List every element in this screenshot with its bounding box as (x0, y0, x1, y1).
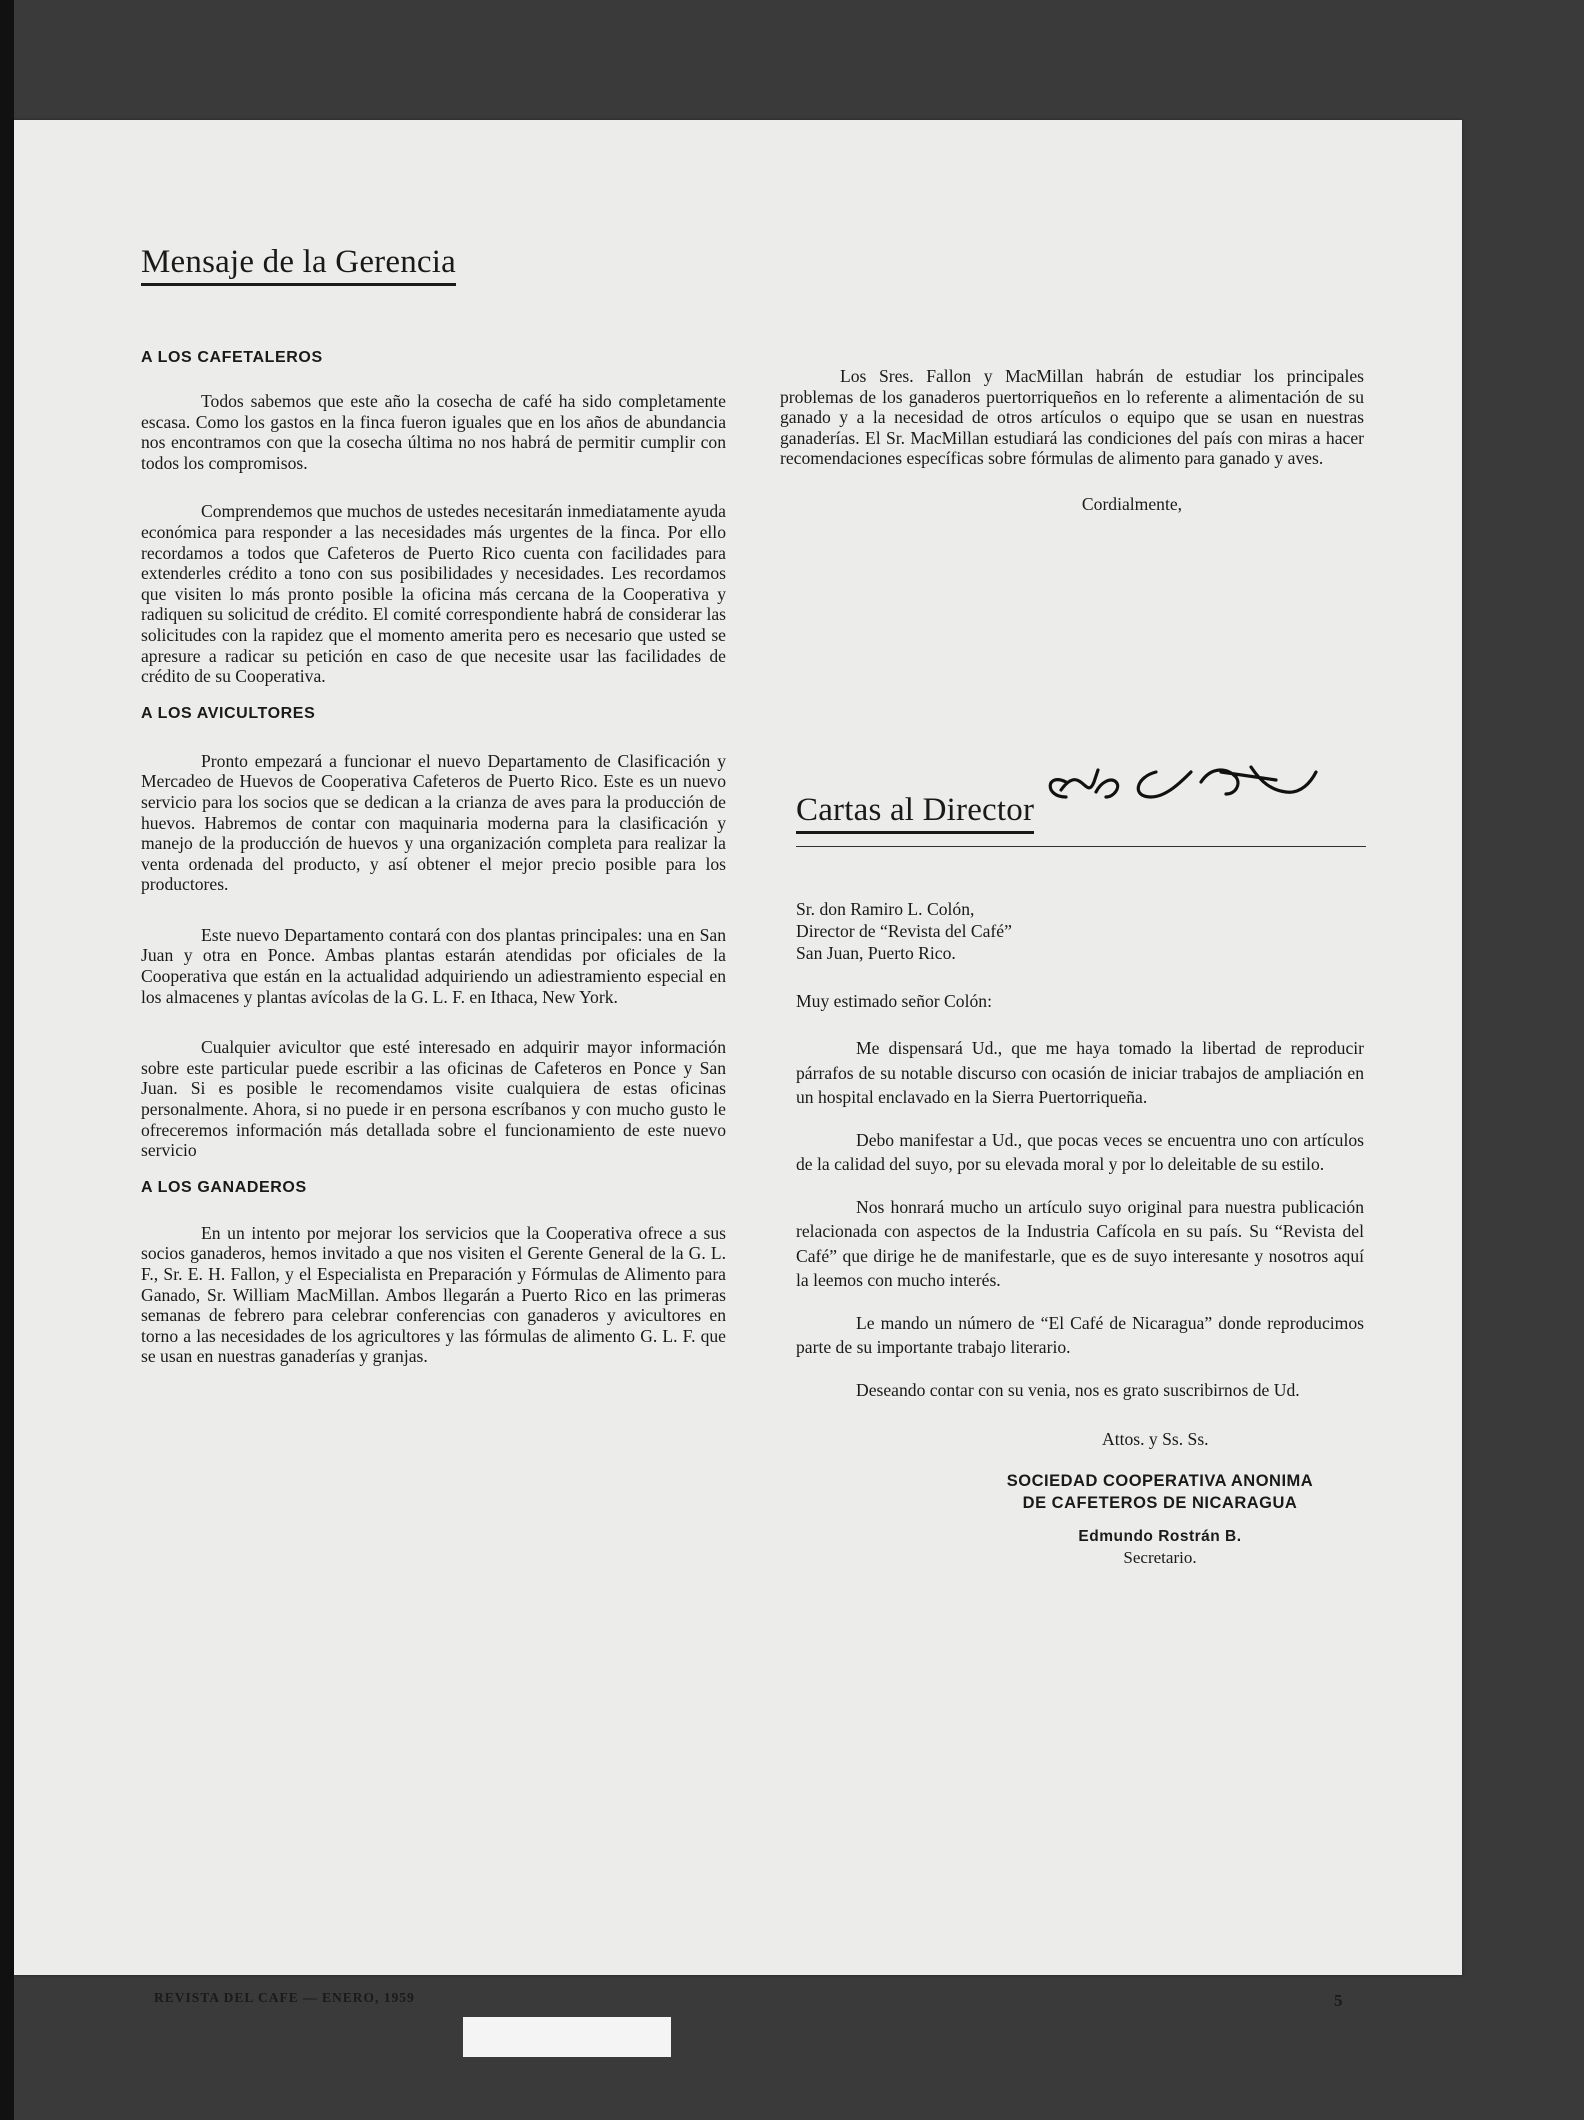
subhead-cafetaleros: A LOS CAFETALEROS (141, 349, 323, 366)
closing: Cordialmente, (1081, 493, 1183, 514)
paragraph: Comprendemos que muchos de ustedes necesitarán inmediatamente ayuda económica para responder a las necesidades más urgentes de la finca. Por ello recordamos a todos que Cafeteros de Puerto Rico cuenta con facilidades para extenderles crédito a tono con sus posibilidades y necesidades. Les recordamos que visiten lo más pronto posible la oficina más cercana de la Cooperativa y radiquen su solicitud de crédito. El comité correspondiente habrá de considerar las solicitudes con la rapidez que el momento amerita pero es necesario que usted se apresure a radicar su petición en caso de que necesite usar las facilidades de crédito de su Cooperativa. (141, 501, 726, 687)
subhead-ganaderos: A LOS GANADEROS (141, 1178, 307, 1196)
footer-publication: REVISTA DEL CAFE — ENERO, 1959 (154, 1990, 415, 2005)
page-number: 5 (1334, 1991, 1343, 2010)
scan-label (463, 2017, 671, 2057)
address-line: San Juan, Puerto Rico. (796, 943, 956, 963)
signature-block (780, 1470, 1340, 1568)
section-title-cartas: Cartas al Director (796, 792, 1034, 834)
paragraph: Cualquier avicultor que esté interesado en adquirir mayor información sobre este particular puede escribir a las oficinas de Cafeteros en Ponce y San Juan. Si es posible le recomendamos visite cualquiera de estas oficinas personalmente. Ahora, si no puede ir en persona escríbanos y con mucho gusto le ofreceremos información más detallada sobre el funcionamiento de este nuevo servicio (141, 1037, 726, 1161)
subhead-avicultores: A LOS AVICULTORES (141, 704, 316, 722)
salutation: Muy estimado señor Colón: (796, 991, 992, 1011)
paragraph: En un intento por mejorar los servicios que la Cooperativa ofrece a sus socios ganaderos, hemos invitado a que nos visiten el Gerente General de la G. L. F., Sr. E. H. Fallon, y el Especialista en Preparación y Fórmulas de Alimento para Ganado, Sr. William MacMillan. Ambos llegarán a Puerto Rico en las primeras semanas de febrero para celebrar conferencias con ganaderos y avicultores en torno a las necesidades de los agricultores y las fórmulas de alimento G. L. F. que se usan en nuestras ganaderías y granjas. (141, 1222, 726, 1367)
letters-section (780, 792, 1364, 1568)
signer-title: Secretario. (1123, 1548, 1197, 1567)
paragraph: Este nuevo Departamento contará con dos plantas principales: una en San Juan y otra en Ponce. Ambas plantas estarán atendidas por oficiales de la Cooperativa que están en la actualidad adquiriendo un adiestramiento especial en los almacenes y plantas avícolas de la G. L. F. en Ithaca, New York. (141, 924, 726, 1007)
address-block (796, 898, 1364, 964)
section-title-mensaje: Mensaje de la Gerencia (141, 244, 456, 286)
magazine-page (14, 120, 1462, 2010)
address-line: Director de “Revista del Café” (796, 921, 1012, 941)
scan-edge (0, 0, 14, 2120)
sign-off: Attos. y Ss. Ss. (1102, 1429, 1209, 1449)
address-line: Sr. don Ramiro L. Colón, (796, 899, 975, 919)
paragraph: Me dispensará Ud., que me haya tomado la libertad de reproducir párrafos de su notable discurso con ocasión de iniciar trabajos de ampliación en un hospital enclavado en la Sierra Puertorriqueña. (796, 1038, 1364, 1107)
letter-body (796, 1036, 1364, 1402)
org-name-line: SOCIEDAD COOPERATIVA ANONIMA (1006, 1472, 1314, 1490)
paragraph: Todos sabemos que este año la cosecha de café ha sido completamente escasa. Como los gastos en la finca fueron iguales que en los años de abundancia nos encontramos con que la cosecha última no nos habrá de permitir cumplir con todos los compromisos. (141, 391, 726, 473)
paragraph: Pronto empezará a funcionar el nuevo Departamento de Clasificación y Mercadeo de Huevos de Cooperativa Cafeteros de Puerto Rico. Este es un nuevo servicio para los socios que se dedican a la crianza de aves para la producción de huevos. Habremos de contar con maquinaria moderna para la clasificación y manejo de la producción de huevos y una organización completa para realizar la venta ordenada del producto, y así obtener el mejor precio posible para los productores. (141, 750, 726, 895)
paragraph: Debo manifestar a Ud., que pocas veces se encuentra uno con artículos de la calidad del suyo, por su elevada moral y por lo deleitable de su estilo. (796, 1129, 1364, 1174)
paragraph: Le mando un número de “El Café de Nicaragua” donde reproducimos parte de su importante trabajo literario. (796, 1312, 1364, 1357)
signer-name: Edmundo Rostrán B. (1078, 1528, 1242, 1545)
paragraph: Deseando contar con su venia, nos es grato suscribirnos de Ud. (856, 1379, 1300, 1400)
right-column (780, 366, 1364, 515)
left-column (141, 244, 726, 1367)
paragraph: Nos honrará mucho un artículo suyo original para nuestra publicación relacionada con aspectos de la Industria Cafícola en su país. Su “Revista del Café” que dirige he de manifestarle, que es de suyo interesante y nosotros aquí la leemos con mucho interés. (796, 1196, 1364, 1290)
paragraph-continuation: Los Sres. Fallon y MacMillan habrán de estudiar los principales problemas de los ganaderos puertorriqueños en lo referente a alimentación de su ganado y a la necesidad de otros artículos o equipo que se usan en nuestras ganaderías. El Sr. MacMillan estudiará las condiciones del país con miras a hacer recomendaciones específicas sobre fórmulas de alimento para ganado y aves. (780, 366, 1364, 469)
org-name-line: DE CAFETEROS DE NICARAGUA (1022, 1494, 1298, 1512)
